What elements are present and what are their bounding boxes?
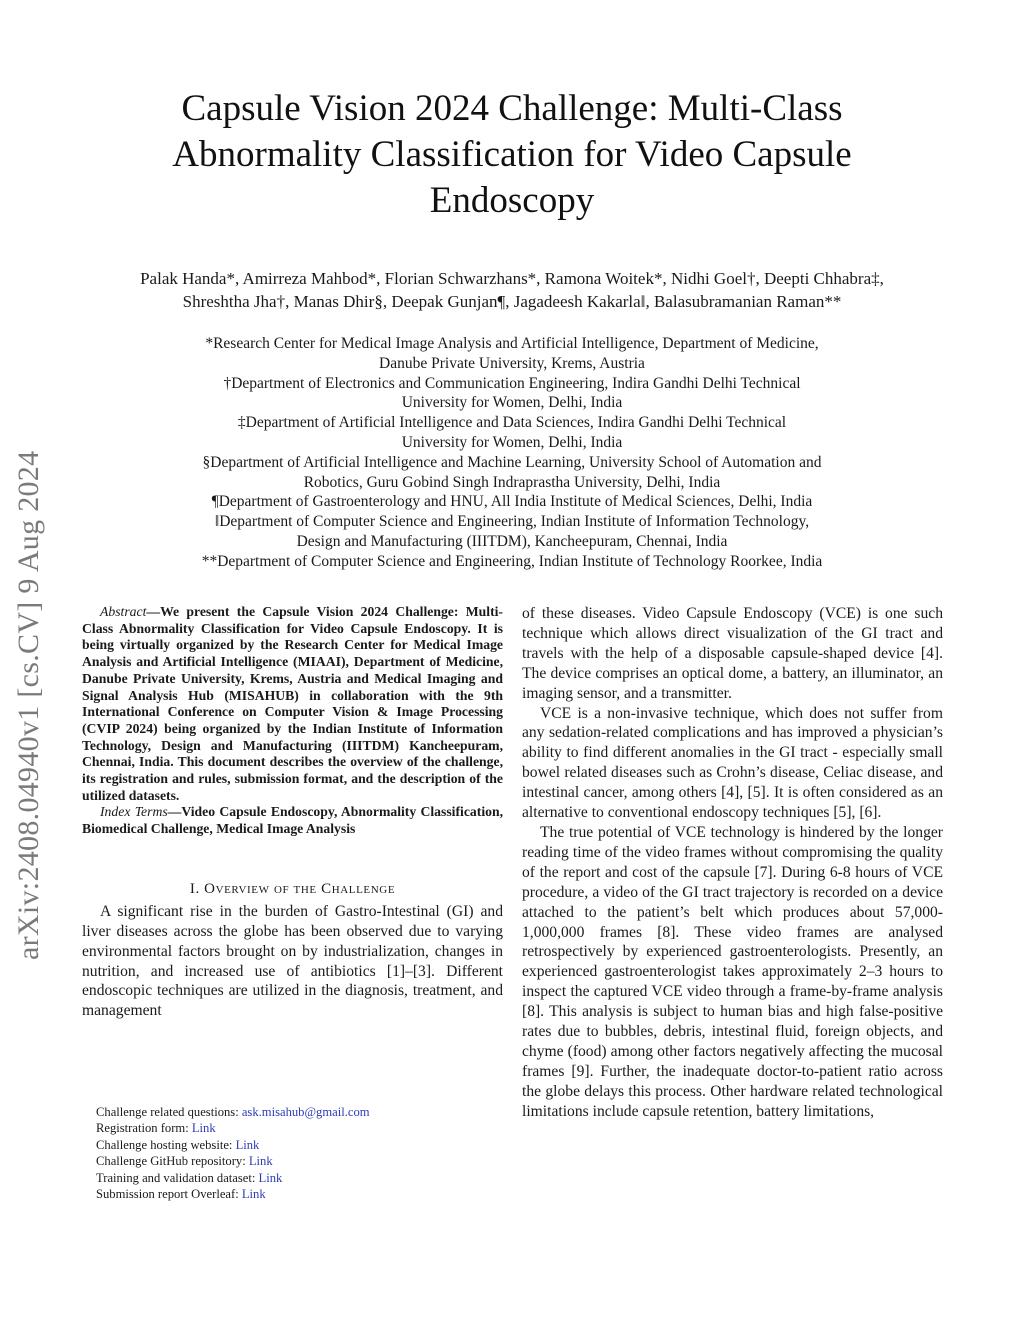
dataset-link[interactable]: Link (258, 1170, 283, 1185)
author-line-1: Palak Handa*, Amirreza Mahbod*, Florian Schwarzhans*, Ramona Woitek*, Nidhi Goel†, Deepti Chhabra‡, (140, 269, 884, 288)
author-list (70, 267, 954, 313)
section-heading: I. Overview of the Challenge (189, 880, 396, 897)
footnote-github (96, 1153, 506, 1169)
footnote-label: Challenge GitHub repository: (96, 1154, 249, 1169)
footnote-label: Submission report Overleaf: (96, 1187, 242, 1202)
body-paragraph: VCE is a non-invasive technique, which does not suffer from any sedation-related complications and has improved a physician’s ability to find different anomalies in the GI tract - especially small bowel related diseases such as Crohn’s disease, Celiac disease, and intestinal cancer, among others [4], [5]. It is often considered as an alternative to conventional endoscopy techniques [5], [6]. (522, 704, 943, 822)
title-line-1: Capsule Vision 2024 Challenge: Multi-Class (181, 88, 843, 129)
footnote-questions (96, 1104, 506, 1120)
index-terms-paragraph (82, 804, 503, 837)
abstract-paragraph (82, 604, 503, 804)
footnote-label: Challenge hosting website: (96, 1137, 236, 1152)
affiliations (120, 334, 904, 572)
index-terms-text: —Video Capsule Endoscopy, Abnormality Classification, Biomedical Challenge, Medical Image Analysis (82, 804, 503, 837)
footnote-label: Training and validation dataset: (96, 1170, 259, 1185)
affiliation-line: Robotics, Guru Gobind Singh Indraprastha University, Delhi, India (303, 473, 721, 491)
registration-link[interactable]: Link (191, 1121, 216, 1136)
body-paragraph: of these diseases. Video Capsule Endoscopy (VCE) is one such technique which allows direct visualization of the GI tract and travels with the help of a disposable capsule-shaped device [4]. The device comprises an optical dome, a battery, an illuminator, an imaging sensor, and a transmitter. (522, 605, 943, 702)
title-line-2: Abnormality Classification for Video Capsule (172, 134, 852, 175)
affiliation-line: ¶Department of Gastroenterology and HNU, All India Institute of Medical Sciences, Delhi, India (211, 493, 813, 511)
abstract-label: Abstract (100, 604, 147, 619)
index-terms-label: Index Terms (100, 804, 168, 820)
footnote-hosting (96, 1137, 506, 1153)
affiliation-line: *Research Center for Medical Image Analysis and Artificial Intelligence, Department of Medicine, (205, 335, 819, 352)
footnotes (96, 1104, 506, 1202)
affiliation-line: University for Women, Delhi, India (401, 433, 623, 451)
abstract-block (82, 604, 503, 838)
affiliation-line: †Department of Electronics and Communication Engineering, Indira Gandhi Delhi Technical (223, 374, 801, 392)
author-line-2: Shreshtha Jha†, Manas Dhir§, Deepak Gunjan¶, Jagadeesh Kakarla‖, Balasubramanian Raman** (182, 292, 842, 311)
right-column-body (522, 604, 943, 1122)
hosting-website-link[interactable]: Link (235, 1137, 260, 1152)
abstract-text: —We present the Capsule Vision 2024 Challenge: Multi-Class Abnormality Classification for Video Capsule Endoscopy. It is being virtually organized by the Research Center for Medical Image Analysis and Artificial Intelligence (MIAAI), Department of Medicine, Danube Private University, Krems, Austria and Medical Imaging and Signal Analysis Hub (MISAHUB) in collaboration with the 9th International Conference on Computer Vision & Image Processing (CVIP 2024) being organized by the Indian Institute of Information Technology, Design and Manufacturing (IIITDM) Kancheepuram, Chennai, India. This document describes the overview of the challenge, its registration and rules, submission format, and the description of the utilized datasets. (82, 604, 503, 803)
overleaf-report-link[interactable]: Link (241, 1187, 266, 1202)
right-column (522, 604, 943, 1122)
github-repository-link[interactable]: Link (248, 1154, 273, 1169)
email-link[interactable]: ask.misahub@gmail.com (241, 1105, 370, 1119)
footnote-label: Challenge related questions: (96, 1105, 242, 1119)
footnote-report (96, 1186, 506, 1202)
affiliation-line: Danube Private University, Krems, Austria (379, 354, 645, 372)
arxiv-identifier-stamp: arXiv:2408.04940v1 [cs.CV] 9 Aug 2024 (12, 450, 45, 960)
title-line-3: Endoscopy (429, 180, 595, 221)
body-paragraph: A significant rise in the burden of Gastro-Intestinal (GI) and liver diseases across the globe has been observed due to varying environmental factors brought on by industrialization, changes in nutrition, and increased use of antibiotics [1]–[3]. Different endoscopic techniques are utilized in the diagnosis, treatment, and management (82, 902, 503, 1020)
affiliation-line: University for Women, Delhi, India (401, 394, 623, 412)
body-paragraph: The true potential of VCE technology is hindered by the longer reading time of the video frames without compromising the quality of the report and cost of the capsule [7]. During 6-8 hours of VCE procedure, a video of the GI tract trajectory is recorded on a device attached to the patient’s belt which produces about 57,000-1,000,000 frames [8]. These video frames are analysed retrospectively by experienced gastroenterologists. Presently, an experienced gastroenterologist takes approximately 2–3 hours to inspect the captured VCE video through a frame-by-frame analysis [8]. This analysis is subject to human bias and high false-positive rates due to bubbles, debris, intestinal fluid, foreign objects, and chyme (food) among other factors negatively affecting the mucosal frames [9]. Further, the inadequate doctor-to-patient ratio across the globe delays this process. Other hardware related technological limitations include capsule retention, battery limitations, (522, 823, 943, 1120)
affiliation-line: ‡Department of Artificial Intelligence and Data Sciences, Indira Gandhi Delhi Technical (237, 414, 787, 432)
left-column (82, 604, 503, 1021)
footnote-dataset (96, 1170, 506, 1186)
section-1-body (82, 902, 503, 1021)
affiliation-line: Design and Manufacturing (IIITDM), Kancheepuram, Chennai, India (296, 532, 728, 550)
paper-title (100, 86, 924, 224)
footnote-label: Registration form: (96, 1121, 192, 1136)
affiliation-line: §Department of Artificial Intelligence and Machine Learning, University School of Automation and (202, 453, 822, 471)
affiliation-line: **Department of Computer Science and Engineering, Indian Institute of Technology Roorkee, India (201, 552, 823, 570)
footnote-registration (96, 1120, 506, 1136)
affiliation-line: ‖Department of Computer Science and Engineering, Indian Institute of Information Technology, (214, 513, 810, 531)
